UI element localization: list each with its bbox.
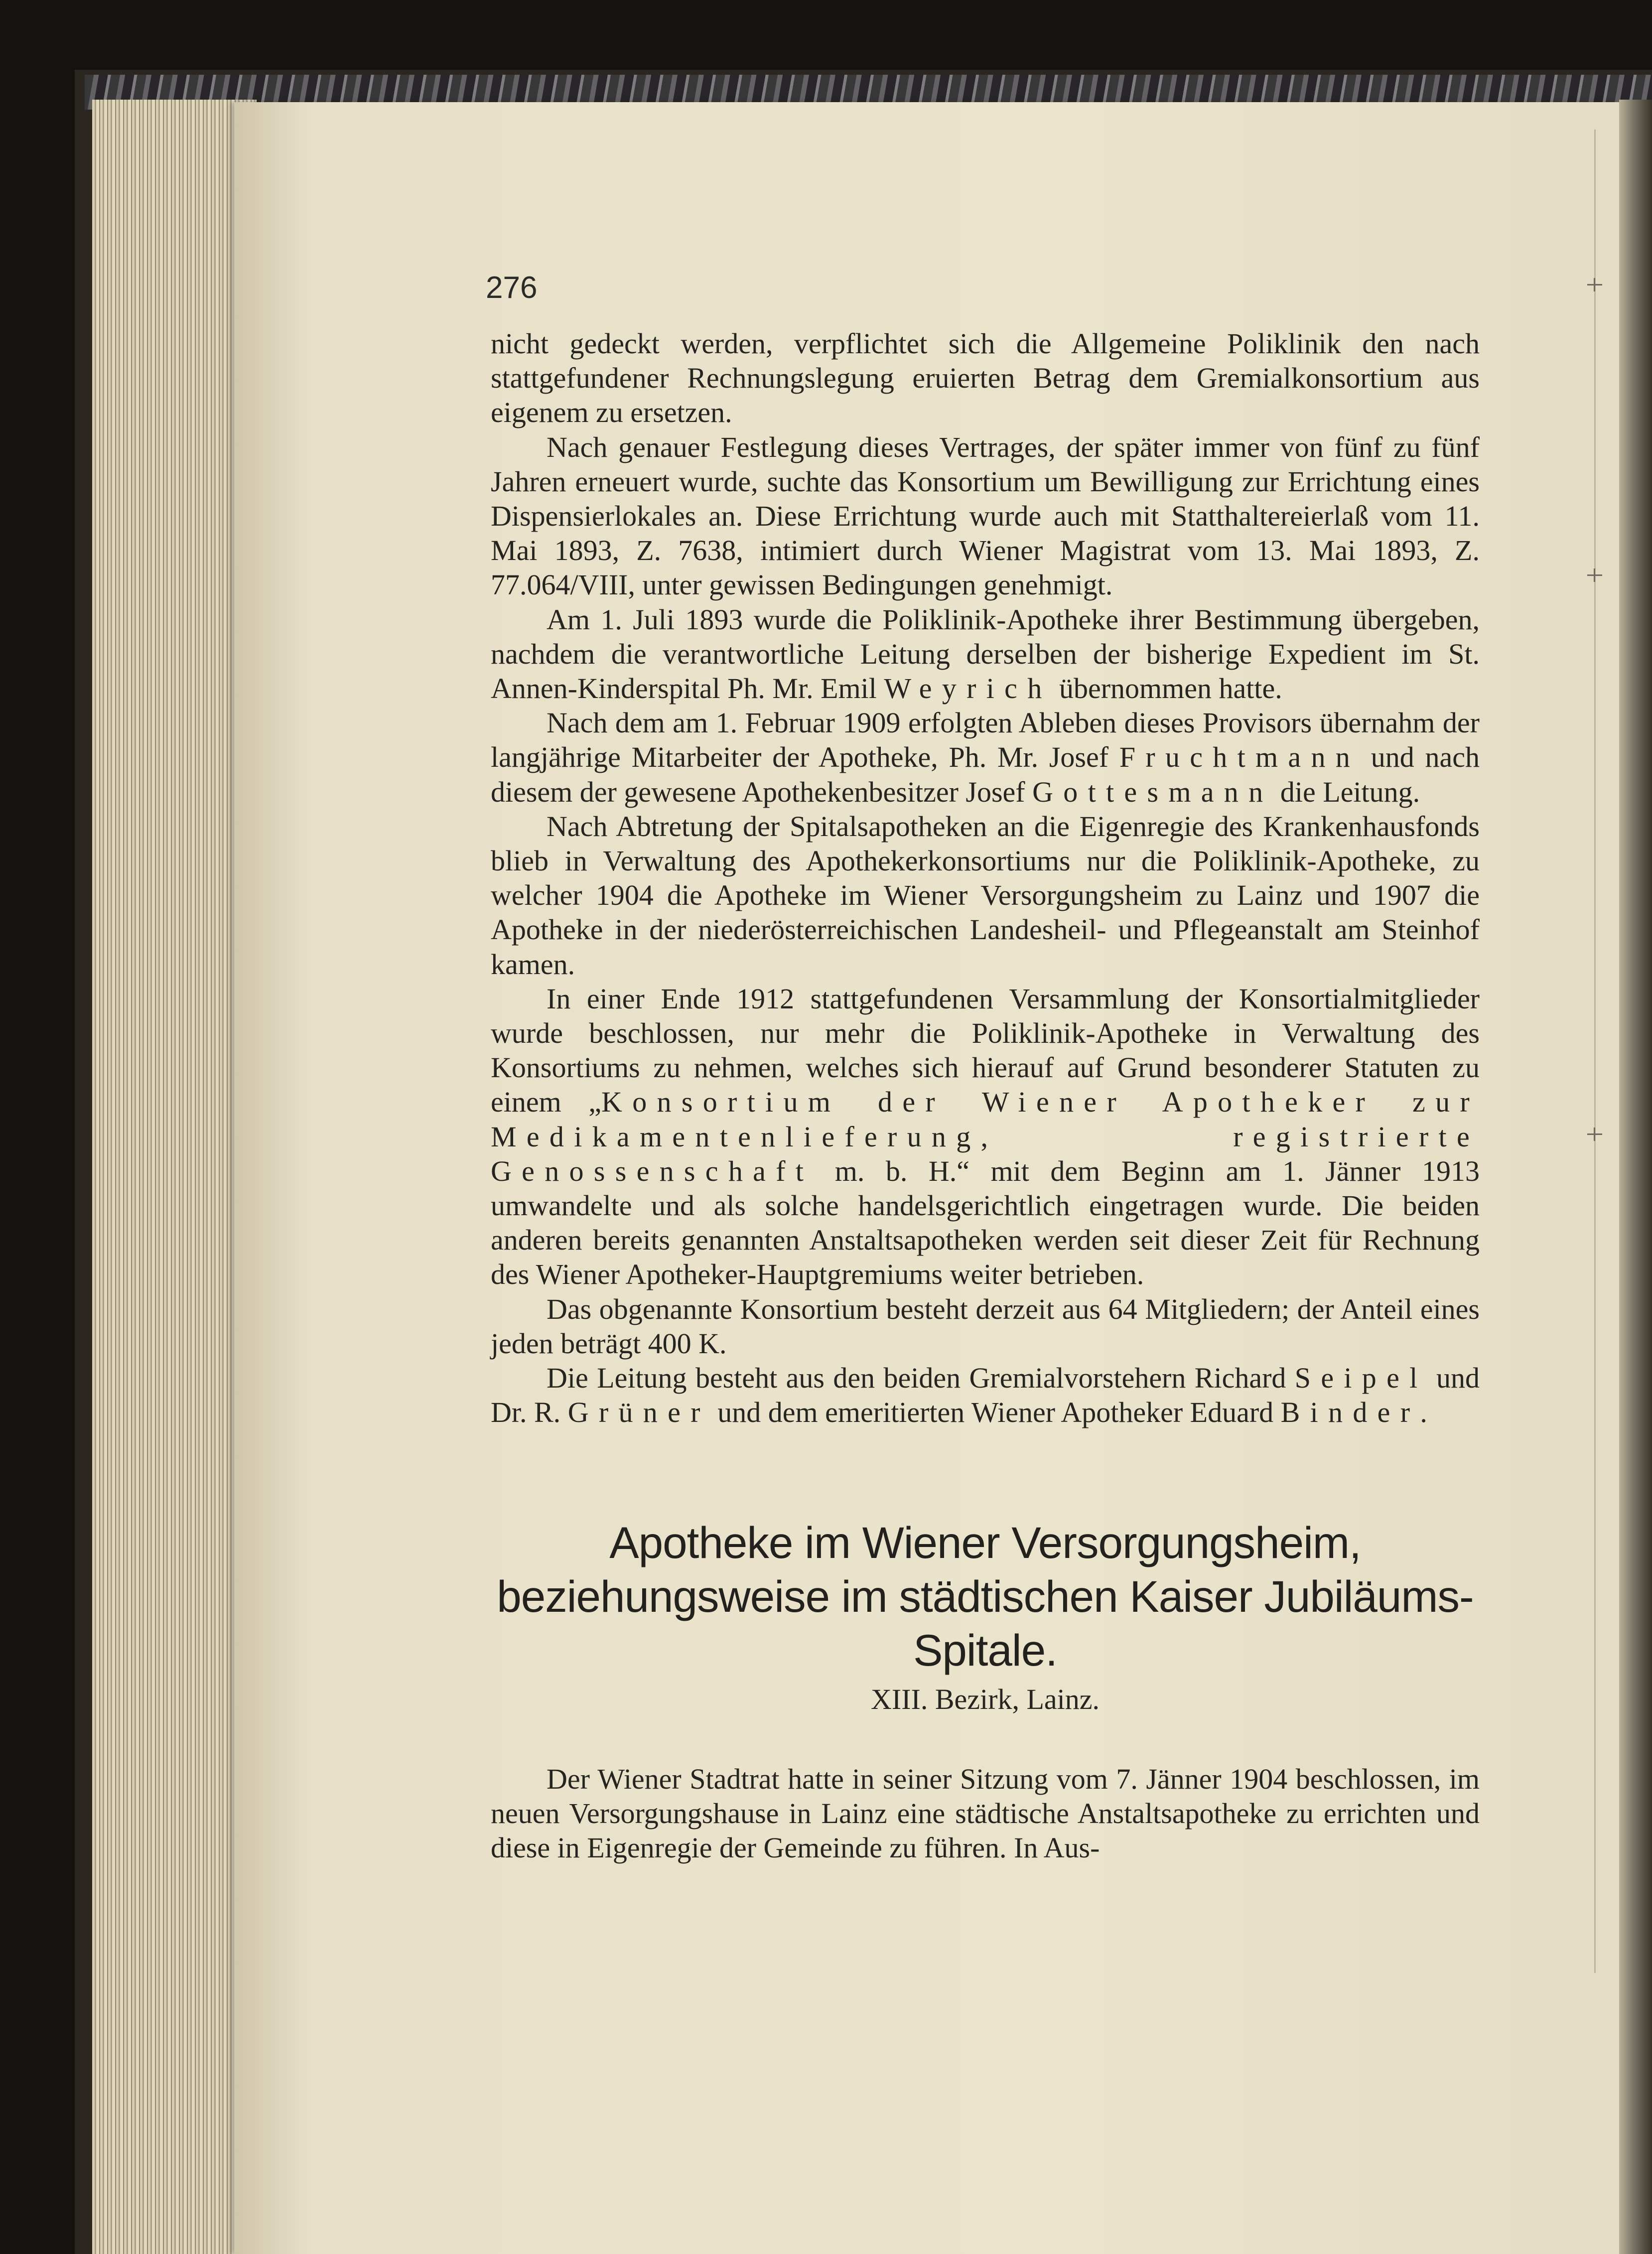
page-content — [491, 326, 1480, 1865]
page-number: 276 — [486, 271, 538, 305]
paragraph: Nach genauer Festlegung dieses Vertrages, der später immer von fünf zu fünf Jahren erneuert wurde, suchte das Konsortium um Bewilligung zur Errichtung eines Dispensierlokales an. Diese Errichtung wurde auch mit Statthaltereierlaß vom 11. Mai 1893, Z. 7638, intimiert durch Wiener Magistrat vom 13. Mai 1893, Z. 77.064/VIII, unter gewissen Bedingungen genehmigt. — [491, 430, 1480, 601]
registration-mark — [1587, 574, 1602, 576]
spaced-name: Binder — [1280, 1396, 1420, 1429]
spaced-name: Gottesmann — [1032, 775, 1273, 808]
fold-line — [1594, 130, 1596, 1973]
paragraph: Der Wiener Stadtrat hatte in seiner Sitzung vom 7. Jänner 1904 beschlossen, im neuen Versorgungshause in Lainz eine städtische Anstaltsapotheke zu errichten und diese in Eigenregie der Gemeinde zu führen. In Aus- — [491, 1762, 1480, 1864]
spaced-name: Konsortium der Wiener Apotheker zur Medikamentenlieferung, registrierte Genossenschaft — [491, 1086, 1480, 1187]
paragraph: Nach Abtretung der Spitalsapotheken an die Eigenregie des Krankenhausfonds blieb in Verwaltung des Apothekerkonsortiums nur die Poliklinik-Apotheke, zu welcher 1904 die Apotheke im Wiener Versorgungsheim zu Lainz und 1907 die Apotheke in der niederösterreichischen Landesheil- und Pflegeanstalt am Steinhof kamen. — [491, 810, 1480, 981]
section-heading: Apotheke im Wiener Versorgungsheim, beziehungsweise im städtischen Kaiser Jubiläums-Spitale. — [497, 1517, 1474, 1675]
paragraph: nicht gedeckt werden, verpflichtet sich die Allgemeine Poliklinik den nach stattgefundener Rechnungslegung eruierten Betrag dem Gremialkonsortium aus eigenem zu ersetzen. — [491, 327, 1480, 429]
paragraph: In einer Ende 1912 stattgefundenen Versammlung der Konsortialmitglieder wurde beschlossen, nur mehr die Poliklinik-Apotheke in Verwaltung des Konsortiums zu nehmen, welches sich hierauf auf Grund besonderer Statuten zu einem „Konsortium der Wiener Apotheker zur Medikamentenlieferung, registrierte Genossenschaft m. b. H.“ mit dem Beginn am 1. Jänner 1913 umwandelte und als solche handelsgerichtlich eingetragen wurde. Die beiden anderen bereits genannten Anstaltsapotheken werden seit dieser Zeit für Rechnung des Wiener Apotheker-Hauptgremiums weiter betrieben. — [491, 982, 1480, 1291]
page-edges — [92, 100, 257, 2254]
spaced-name: Weyrich — [884, 672, 1052, 705]
paragraph: Am 1. Juli 1893 wurde die Poliklinik-Apotheke ihrer Bestimmung übergeben, nachdem die verantwortliche Leitung derselben der bisherige Expedient im St. Annen-Kinderspital Ph. Mr. Emil Weyrich übernommen hatte. — [491, 603, 1480, 705]
paragraph: Die Leitung besteht aus den beiden Gremialvorstehern Richard Seipel und Dr. R. Grüner und dem emeritierten Wiener Apotheker Eduard Binder. — [491, 1362, 1480, 1429]
spaced-name: Fruchtmann — [1119, 741, 1361, 774]
spaced-name: Grüner — [567, 1396, 710, 1429]
spaced-name: Seipel — [1294, 1362, 1428, 1395]
section-subheading: XIII. Bezirk, Lainz. — [871, 1683, 1100, 1715]
paragraph: Das obgenannte Konsortium besteht derzeit aus 64 Mitgliedern; der Anteil eines jeden beträgt 400 K. — [491, 1292, 1480, 1360]
right-page-edge — [1619, 100, 1652, 2254]
registration-mark — [1587, 1133, 1602, 1135]
paragraph: Nach dem am 1. Februar 1909 erfolgten Ableben dieses Provisors übernahm der langjährige Mitarbeiter der Apotheke, Ph. Mr. Josef Fruchtmann und nach diesem der gewesene Apothekenbesitzer Josef Gottesmann die Leitung. — [491, 706, 1480, 808]
registration-mark — [1587, 284, 1602, 285]
